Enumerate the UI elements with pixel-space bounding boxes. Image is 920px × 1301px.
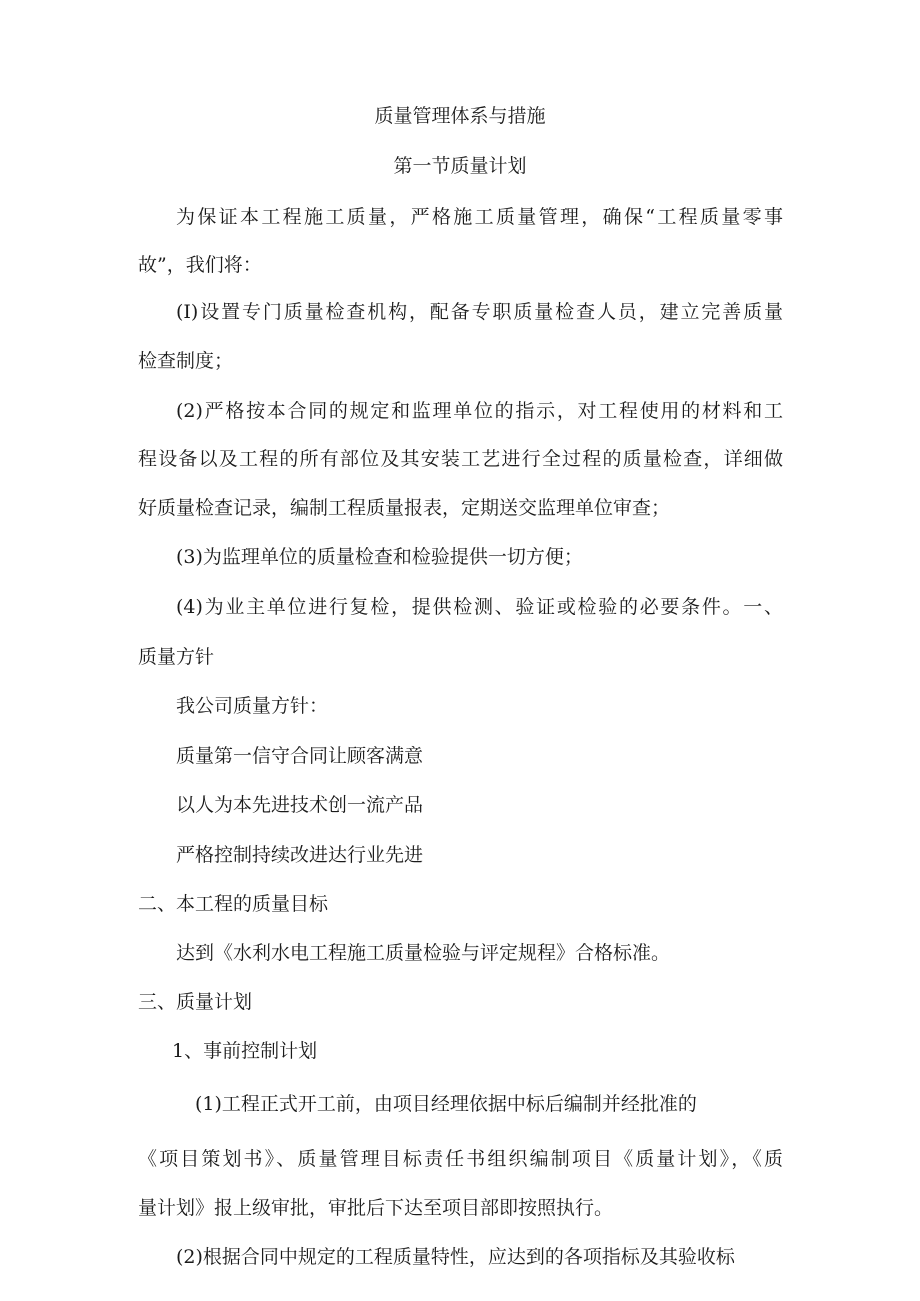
plan-1-line-3: 量计划》报上级审批，审批后下达至项目部即按照执行。	[138, 1197, 614, 1219]
intro-line-2: 故”，我们将：	[138, 254, 262, 276]
plan-1-line-1: (1)工程正式开工前，由项目经理依据中标后编制并经批准的	[195, 1093, 697, 1115]
item-4-paragraph	[138, 595, 783, 619]
item-2-paragraph-cont	[138, 447, 783, 471]
heading-2: 二、本工程的质量目标	[138, 893, 329, 915]
sub-heading-1: 1、事前控制计划	[172, 1040, 318, 1062]
policy-heading: 我公司质量方针：	[176, 695, 329, 717]
item-1-line-1: (I)设置专门质量检查机构，配备专职质量检查人员，建立完善质量	[176, 301, 783, 323]
intro-paragraph	[138, 205, 783, 229]
item-3: (3)为监理单位的质量检查和检验提供一切方便；	[176, 546, 583, 568]
policy-line-2: 以人为本先进技术创一流产品	[176, 794, 424, 816]
item-2-line-1: (2)严格按本合同的规定和监理单位的指示，对工程使用的材料和工	[176, 400, 783, 422]
goal-text: 达到《水利水电工程施工质量检验与评定规程》合格标准。	[176, 942, 671, 964]
item-2-line-3: 好质量检查记录，编制工程质量报表，定期送交监理单位审查；	[138, 497, 671, 519]
item-1-paragraph	[138, 300, 783, 324]
policy-line-3: 严格控制持续改进达行业先进	[176, 844, 424, 866]
item-2-paragraph	[138, 399, 783, 423]
plan-1-paragraph	[138, 1147, 783, 1171]
heading-3: 三、质量计划	[138, 991, 253, 1013]
policy-line-1: 质量第一信守合同让顾客满意	[176, 745, 424, 767]
item-4-line-2: 质量方针	[138, 646, 215, 668]
item-4-line-1: (4)为业主单位进行复检，提供检测、验证或检验的必要条件。一、	[176, 596, 783, 618]
item-2-line-2: 程设备以及工程的所有部位及其安装工艺进行全过程的质量检查，详细做	[138, 448, 783, 470]
intro-line-1: 为保证本工程施工质量，严格施工质量管理，确保“工程质量零事	[176, 206, 783, 228]
section-title: 第一节质量计划	[393, 155, 527, 177]
plan-1-line-2: 《项目策划书》、质量管理目标责任书组织编制项目《质量计划》，《质	[138, 1148, 783, 1170]
item-1-line-2: 检查制度；	[138, 350, 234, 372]
document-title: 质量管理体系与措施	[374, 105, 546, 127]
plan-2-line-1: (2)根据合同中规定的工程质量特性，应达到的各项指标及其验收标	[176, 1246, 735, 1268]
